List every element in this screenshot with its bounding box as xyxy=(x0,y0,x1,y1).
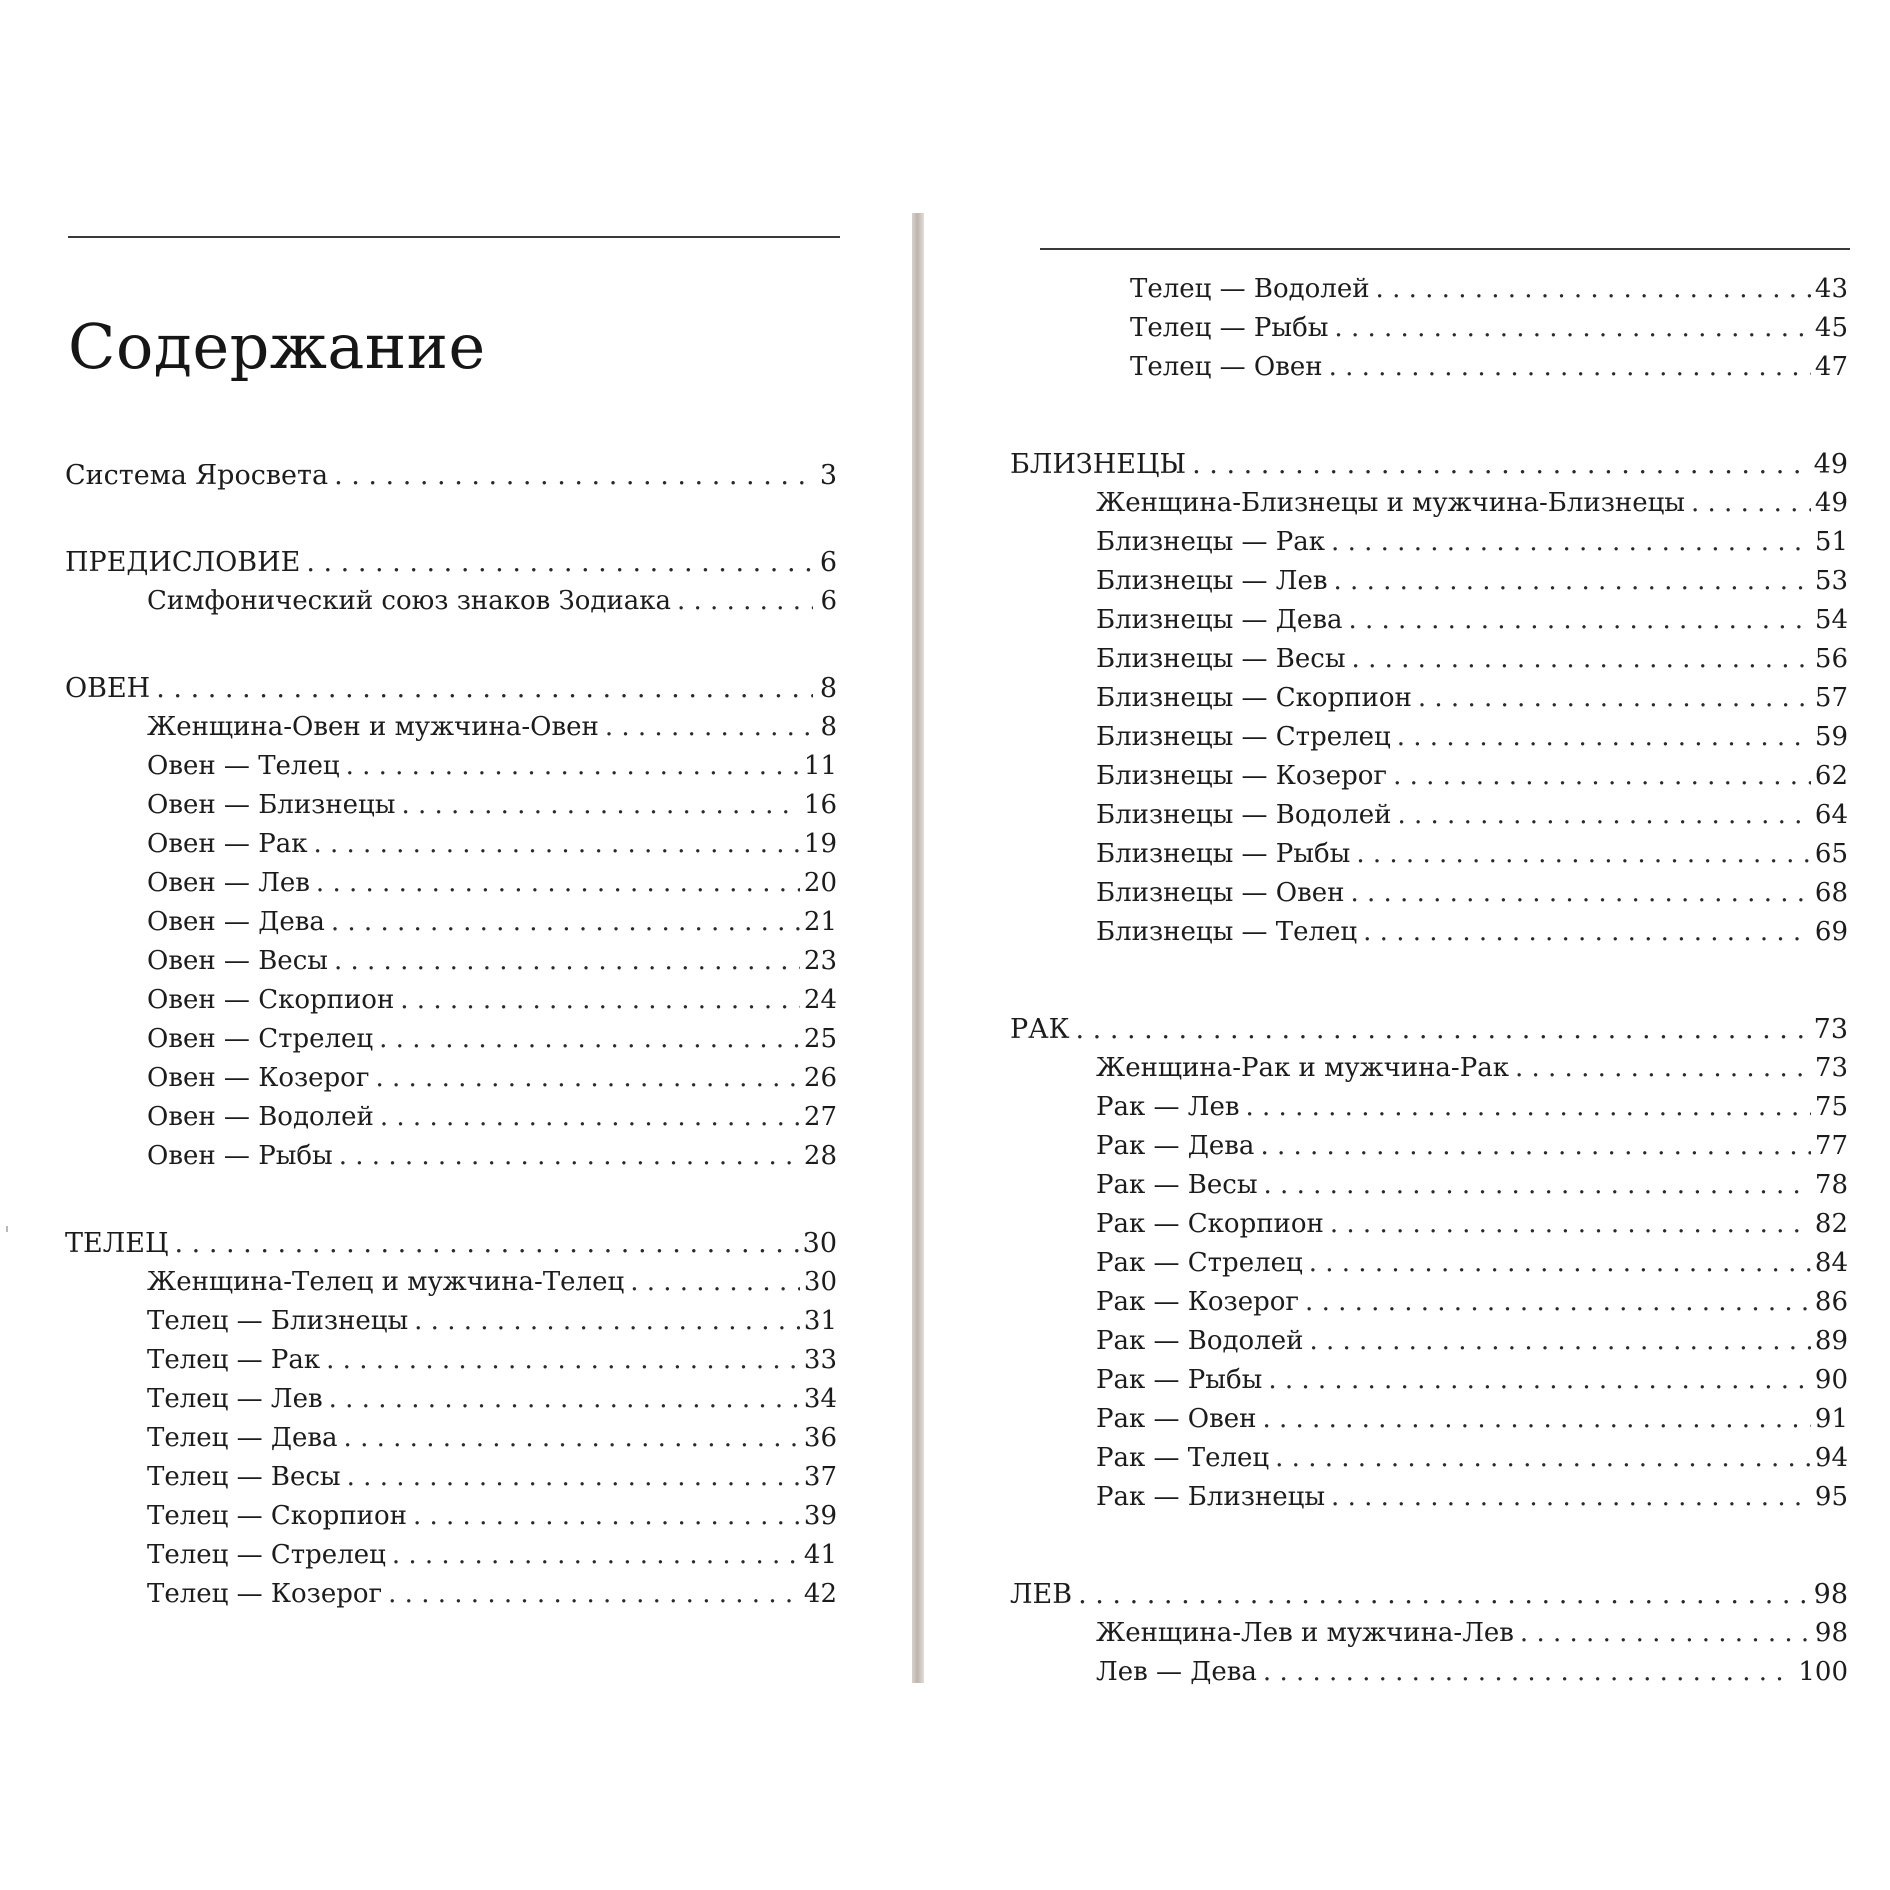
toc-entry-label: Телец — Рыбы xyxy=(1130,313,1329,343)
book-spine xyxy=(912,213,924,1683)
toc-section-heading[interactable] xyxy=(65,669,837,708)
dot-leader xyxy=(1334,309,1810,348)
toc-entry-label: Близнецы — Скорпион xyxy=(1096,683,1412,713)
dot-leader xyxy=(1329,348,1811,387)
toc-entry[interactable] xyxy=(1010,1361,1848,1400)
edge-mark xyxy=(6,1226,8,1232)
toc-page-number: 95 xyxy=(1814,1482,1848,1512)
dot-leader xyxy=(605,708,813,747)
toc-entry[interactable] xyxy=(65,825,837,864)
toc-entry-label: Рак — Рыбы xyxy=(1096,1365,1263,1395)
toc-entry[interactable] xyxy=(65,903,837,942)
toc-entry-label: Овен — Скорпион xyxy=(147,985,395,1015)
toc-entry-label: Симфонический союз знаков Зодиака xyxy=(147,586,671,616)
toc-page-number: 69 xyxy=(1814,917,1848,947)
toc-page-number: 8 xyxy=(819,673,837,704)
toc-entry[interactable] xyxy=(1010,718,1848,757)
toc-continued-section xyxy=(1010,270,1848,387)
dot-leader xyxy=(1078,1575,1810,1614)
dot-leader xyxy=(334,456,813,495)
toc-entry-label: Телец — Близнецы xyxy=(147,1306,409,1336)
dot-leader xyxy=(1356,835,1811,874)
toc-entry-label: ОВЕН xyxy=(65,673,151,704)
dot-leader xyxy=(1263,1653,1794,1692)
toc-entry[interactable] xyxy=(1010,1653,1848,1692)
toc-page-number: 43 xyxy=(1814,274,1848,304)
dot-leader xyxy=(1262,1400,1810,1439)
toc-entry[interactable] xyxy=(1010,1283,1848,1322)
dot-leader xyxy=(1275,1439,1811,1478)
toc-entry-label: Женщина-Овен и мужчина-Овен xyxy=(147,712,599,742)
toc-page-number: 98 xyxy=(1814,1618,1848,1648)
dot-leader xyxy=(1309,1322,1810,1361)
toc-entry-label: Лев — Дева xyxy=(1096,1657,1257,1687)
dot-leader xyxy=(1260,1127,1810,1166)
dot-leader xyxy=(1352,640,1811,679)
toc-section-heading[interactable] xyxy=(65,456,837,495)
toc-page-number: 94 xyxy=(1814,1443,1848,1473)
toc-entry-label: Овен — Рыбы xyxy=(147,1141,333,1171)
dot-leader xyxy=(1348,601,1810,640)
toc-entry-label: Овен — Телец xyxy=(147,751,340,781)
toc-page-number: 26 xyxy=(803,1063,837,1093)
toc-entry-label: Овен — Стрелец xyxy=(147,1024,374,1054)
toc-entry[interactable] xyxy=(65,708,837,747)
dot-leader xyxy=(329,1380,800,1419)
toc-entry-label: Женщина-Рак и мужчина-Рак xyxy=(1096,1053,1509,1083)
toc-entry[interactable] xyxy=(1010,1049,1848,1088)
toc-entry[interactable] xyxy=(1010,1439,1848,1478)
dot-leader xyxy=(375,1059,799,1098)
toc-section xyxy=(65,669,837,1176)
toc-entry[interactable] xyxy=(65,942,837,981)
toc-entry-label: Близнецы — Весы xyxy=(1096,644,1346,674)
dot-leader xyxy=(1264,1166,1811,1205)
dot-leader xyxy=(392,1536,800,1575)
toc-entry-label: РАК xyxy=(1010,1014,1070,1045)
toc-section xyxy=(1010,1575,1848,1692)
toc-entry[interactable] xyxy=(1010,1614,1848,1653)
dot-leader xyxy=(1520,1614,1811,1653)
toc-entry[interactable] xyxy=(1010,1205,1848,1244)
toc-page-number: 42 xyxy=(803,1579,837,1609)
toc-page-number: 30 xyxy=(803,1267,837,1297)
toc-entry-label: Овен — Рак xyxy=(147,829,308,859)
toc-entry[interactable] xyxy=(65,1059,837,1098)
dot-leader xyxy=(379,1020,800,1059)
toc-page-number: 54 xyxy=(1814,605,1848,635)
toc-entry-label: Рак — Дева xyxy=(1096,1131,1255,1161)
toc-entry-label: Телец — Дева xyxy=(147,1423,338,1453)
left-page-top-rule xyxy=(68,236,840,238)
toc-page-number: 73 xyxy=(1814,1053,1848,1083)
toc-page-number: 57 xyxy=(1814,683,1848,713)
toc-entry[interactable] xyxy=(65,1341,837,1380)
dot-leader xyxy=(313,825,799,864)
toc-page-number: 3 xyxy=(819,460,837,491)
toc-entry-label: Рак — Водолей xyxy=(1096,1326,1304,1356)
dot-leader xyxy=(316,864,800,903)
dot-leader xyxy=(175,1224,799,1263)
toc-entry[interactable] xyxy=(1010,796,1848,835)
toc-page-number: 49 xyxy=(1813,449,1848,480)
toc-entry-label: Рак — Стрелец xyxy=(1096,1248,1303,1278)
toc-page-number: 11 xyxy=(803,751,837,781)
toc-page-number: 36 xyxy=(803,1423,837,1453)
toc-entry-label: Близнецы — Лев xyxy=(1096,566,1328,596)
toc-entry[interactable] xyxy=(65,1536,837,1575)
dot-leader xyxy=(401,786,799,825)
toc-page-number: 25 xyxy=(803,1024,837,1054)
dot-leader xyxy=(1330,1205,1811,1244)
toc-entry-label: Рак — Близнецы xyxy=(1096,1482,1326,1512)
toc-page-number: 47 xyxy=(1814,352,1848,382)
toc-page-number: 6 xyxy=(819,547,837,578)
toc-page-number: 75 xyxy=(1814,1092,1848,1122)
dot-leader xyxy=(331,903,800,942)
toc-entry-label: Близнецы — Рыбы xyxy=(1096,839,1351,869)
toc-entry-label: Женщина-Близнецы и мужчина-Близнецы xyxy=(1096,488,1685,518)
toc-section xyxy=(1010,445,1848,952)
dot-leader xyxy=(414,1302,800,1341)
toc-entry-label: Близнецы — Дева xyxy=(1096,605,1343,635)
toc-entry-label: Женщина-Телец и мужчина-Телец xyxy=(147,1267,625,1297)
dot-leader xyxy=(347,1458,800,1497)
toc-entry[interactable] xyxy=(1010,1166,1848,1205)
toc-entry-label: Близнецы — Рак xyxy=(1096,527,1326,557)
toc-entry[interactable] xyxy=(1010,640,1848,679)
toc-section-heading[interactable] xyxy=(65,543,837,582)
toc-section xyxy=(1010,1010,1848,1517)
dot-leader xyxy=(1397,718,1811,757)
toc-page-number: 24 xyxy=(803,985,837,1015)
toc-entry[interactable] xyxy=(1010,309,1848,348)
toc-entry[interactable] xyxy=(65,747,837,786)
toc-entry[interactable] xyxy=(65,1458,837,1497)
dot-leader xyxy=(677,582,813,621)
toc-page-number: 27 xyxy=(803,1102,837,1132)
toc-entry[interactable] xyxy=(65,1098,837,1137)
dot-leader xyxy=(400,981,800,1020)
toc-page-number: 53 xyxy=(1814,566,1848,596)
toc-entry-label: Овен — Дева xyxy=(147,907,325,937)
toc-entry[interactable] xyxy=(1010,835,1848,874)
dot-leader xyxy=(1515,1049,1811,1088)
toc-page-number: 89 xyxy=(1814,1326,1848,1356)
toc-section-heading[interactable] xyxy=(65,1224,837,1263)
toc-page-number: 59 xyxy=(1814,722,1848,752)
toc-page-number: 91 xyxy=(1814,1404,1848,1434)
toc-entry-label: ТЕЛЕЦ xyxy=(65,1228,169,1259)
toc-entry[interactable] xyxy=(65,981,837,1020)
toc-entry-label: Овен — Лев xyxy=(147,868,310,898)
toc-section-heading[interactable] xyxy=(1010,1575,1848,1614)
toc-page-number: 21 xyxy=(803,907,837,937)
toc-entry[interactable] xyxy=(65,1137,837,1176)
dot-leader xyxy=(1309,1244,1811,1283)
toc-page-number: 90 xyxy=(1814,1365,1848,1395)
toc-entry-label: Рак — Телец xyxy=(1096,1443,1270,1473)
toc-page-number: 39 xyxy=(803,1501,837,1531)
page-title: Содержание xyxy=(68,310,486,383)
dot-leader xyxy=(346,747,800,786)
right-toc-column xyxy=(1010,270,1848,1750)
toc-page-number: 28 xyxy=(803,1141,837,1171)
toc-page-number: 19 xyxy=(803,829,837,859)
toc-section xyxy=(65,1224,837,1614)
dot-leader xyxy=(306,543,813,582)
toc-entry-label: Телец — Скорпион xyxy=(147,1501,407,1531)
toc-entry[interactable] xyxy=(1010,1322,1848,1361)
toc-entry-label: БЛИЗНЕЦЫ xyxy=(1010,449,1187,480)
toc-page-number: 23 xyxy=(803,946,837,976)
toc-entry[interactable] xyxy=(65,864,837,903)
dot-leader xyxy=(1393,757,1811,796)
dot-leader xyxy=(334,942,800,981)
toc-entry[interactable] xyxy=(65,582,837,621)
toc-page-number: 8 xyxy=(820,712,837,742)
dot-leader xyxy=(1691,484,1811,523)
toc-entry-label: Овен — Водолей xyxy=(147,1102,374,1132)
toc-entry-label: Рак — Скорпион xyxy=(1096,1209,1324,1239)
toc-entry-label: Женщина-Лев и мужчина-Лев xyxy=(1096,1618,1514,1648)
toc-entry-label: ЛЕВ xyxy=(1010,1579,1073,1610)
dot-leader xyxy=(1305,1283,1811,1322)
toc-entry[interactable] xyxy=(65,1497,837,1536)
toc-entry[interactable] xyxy=(1010,679,1848,718)
dot-leader xyxy=(388,1575,800,1614)
toc-page-number: 62 xyxy=(1814,761,1848,791)
toc-page-number: 31 xyxy=(803,1306,837,1336)
toc-entry-label: Овен — Близнецы xyxy=(147,790,396,820)
right-page-top-rule xyxy=(1040,248,1850,250)
toc-page-number: 51 xyxy=(1814,527,1848,557)
toc-entry[interactable] xyxy=(65,1575,837,1614)
dot-leader xyxy=(326,1341,800,1380)
toc-page-number: 86 xyxy=(1814,1287,1848,1317)
toc-entry[interactable] xyxy=(1010,348,1848,387)
toc-entry[interactable] xyxy=(1010,913,1848,952)
toc-entry[interactable] xyxy=(1010,1400,1848,1439)
toc-entry[interactable] xyxy=(1010,484,1848,523)
toc-entry-label: Телец — Стрелец xyxy=(147,1540,386,1570)
dot-leader xyxy=(1331,523,1811,562)
toc-page-number: 64 xyxy=(1814,800,1848,830)
dot-leader xyxy=(1334,562,1811,601)
dot-leader xyxy=(339,1137,800,1176)
toc-page-number: 73 xyxy=(1813,1014,1848,1045)
dot-leader xyxy=(344,1419,800,1458)
toc-entry[interactable] xyxy=(65,1302,837,1341)
toc-page-number: 100 xyxy=(1798,1657,1848,1687)
dot-leader xyxy=(1350,874,1810,913)
toc-entry-label: Близнецы — Стрелец xyxy=(1096,722,1391,752)
toc-entry[interactable] xyxy=(1010,874,1848,913)
toc-page-number: 16 xyxy=(803,790,837,820)
dot-leader xyxy=(413,1497,800,1536)
toc-page-number: 56 xyxy=(1814,644,1848,674)
toc-entry[interactable] xyxy=(1010,601,1848,640)
toc-entry-label: ПРЕДИСЛОВИЕ xyxy=(65,547,301,578)
toc-entry[interactable] xyxy=(1010,1088,1848,1127)
toc-section-heading[interactable] xyxy=(1010,1010,1848,1049)
toc-entry[interactable] xyxy=(1010,1244,1848,1283)
toc-entry-label: Близнецы — Козерог xyxy=(1096,761,1388,791)
toc-page-number: 84 xyxy=(1814,1248,1848,1278)
toc-entry[interactable] xyxy=(65,786,837,825)
toc-page-number: 34 xyxy=(803,1384,837,1414)
toc-entry-label: Близнецы — Водолей xyxy=(1096,800,1392,830)
toc-page-number: 20 xyxy=(803,868,837,898)
toc-entry-label: Близнецы — Телец xyxy=(1096,917,1358,947)
toc-page-number: 49 xyxy=(1814,488,1848,518)
toc-entry[interactable] xyxy=(65,1263,837,1302)
toc-entry-label: Телец — Лев xyxy=(147,1384,323,1414)
toc-page-number: 65 xyxy=(1814,839,1848,869)
toc-entry-label: Овен — Козерог xyxy=(147,1063,370,1093)
toc-entry-label: Близнецы — Овен xyxy=(1096,878,1345,908)
toc-entry-label: Телец — Весы xyxy=(147,1462,341,1492)
toc-page-number: 30 xyxy=(802,1228,837,1259)
toc-entry[interactable] xyxy=(65,1380,837,1419)
dot-leader xyxy=(1192,445,1810,484)
toc-entry[interactable] xyxy=(1010,562,1848,601)
toc-entry-label: Рак — Овен xyxy=(1096,1404,1257,1434)
dot-leader xyxy=(380,1098,800,1137)
dot-leader xyxy=(1397,796,1810,835)
toc-entry-label: Рак — Лев xyxy=(1096,1092,1240,1122)
toc-entry[interactable] xyxy=(1010,523,1848,562)
dot-leader xyxy=(1268,1361,1811,1400)
toc-entry[interactable] xyxy=(65,1419,837,1458)
dot-leader xyxy=(1376,270,1811,309)
toc-page-number: 77 xyxy=(1814,1131,1848,1161)
toc-entry-label: Система Яросвета xyxy=(65,460,329,491)
toc-entry-label: Телец — Овен xyxy=(1130,352,1323,382)
toc-page-number: 45 xyxy=(1814,313,1848,343)
toc-entry-label: Телец — Водолей xyxy=(1130,274,1370,304)
toc-section xyxy=(65,543,837,621)
toc-entry-label: Телец — Козерог xyxy=(147,1579,383,1609)
toc-page-number: 37 xyxy=(803,1462,837,1492)
toc-page-number: 6 xyxy=(820,586,837,616)
toc-entry-label: Овен — Весы xyxy=(147,946,328,976)
toc-entry[interactable] xyxy=(1010,1127,1848,1166)
toc-page-number: 68 xyxy=(1814,878,1848,908)
toc-entry[interactable] xyxy=(65,1020,837,1059)
dot-leader xyxy=(1418,679,1811,718)
toc-page-number: 82 xyxy=(1814,1209,1848,1239)
toc-entry-label: Телец — Рак xyxy=(147,1345,321,1375)
dot-leader xyxy=(630,1263,800,1302)
toc-entry-label: Рак — Козерог xyxy=(1096,1287,1300,1317)
dot-leader xyxy=(1076,1010,1810,1049)
dot-leader xyxy=(1363,913,1811,952)
toc-entry[interactable] xyxy=(1010,757,1848,796)
dot-leader xyxy=(156,669,813,708)
dot-leader xyxy=(1331,1478,1811,1517)
toc-entry-label: Рак — Весы xyxy=(1096,1170,1258,1200)
toc-page-number: 98 xyxy=(1813,1579,1848,1610)
left-toc-column xyxy=(65,456,837,1662)
toc-page-number: 33 xyxy=(803,1345,837,1375)
toc-page-number: 78 xyxy=(1814,1170,1848,1200)
toc-entry[interactable] xyxy=(1010,270,1848,309)
toc-section-heading[interactable] xyxy=(1010,445,1848,484)
toc-section xyxy=(65,456,837,495)
dot-leader xyxy=(1246,1088,1811,1127)
toc-entry[interactable] xyxy=(1010,1478,1848,1517)
toc-page-number: 41 xyxy=(803,1540,837,1570)
